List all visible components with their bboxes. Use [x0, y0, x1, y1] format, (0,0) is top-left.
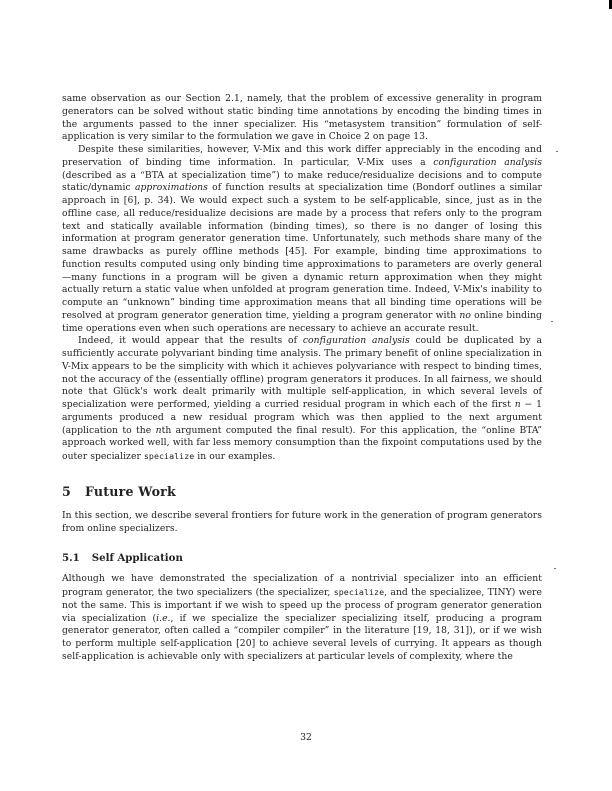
paragraph-5-text-2: , and the specializee, TINY) were not the same. This is important if we wish to speed up the process of program generator generation via specialization ( [62, 587, 542, 624]
paragraph-1: same observation as our Section 2.1, namely, that the problem of excessive generality in program generators can be solved without static binding time annotations by encoding the binding times in the arguments passed to the inner specializer. His “metasystem transition” formulation of self-application is very similar to the formulation we gave in Choice 2 on page 13. [62, 93, 542, 143]
paragraph-3-text-1: Indeed, it would appear that the results of [78, 335, 303, 347]
paragraph-2-emphasis-3: no [459, 309, 471, 321]
page-body [62, 93, 542, 664]
paragraph-3-text-2: could be duplicated by a sufficiently accurate polyvariant binding time analysis. The primary benefit of online specialization in V-Mix appears to be the simplicity with which it achieves polyvariance with respect to binding times, not the accuracy of the (essentially offline) program generators it produces. In all fairness, we should note that Glück's work dealt primarily with multiple self-application, in which several levels of specialization were performed, yielding a curried residual program in which each of the first [62, 335, 542, 410]
paragraph-3-emphasis-1: configuration analysis [302, 335, 410, 347]
section-heading [62, 484, 542, 499]
section-title: Future Work [84, 483, 176, 499]
subsection-number: 5.1 [62, 552, 80, 565]
paragraph-5-emphasis-1: i.e. [156, 612, 171, 624]
margin-dot-2 [551, 321, 553, 322]
margin-dot-3 [554, 568, 556, 569]
section-number: 5 [62, 483, 71, 499]
page-number: 32 [300, 732, 312, 743]
paragraph-2-text-2: (described as a “BTA at specialization time”) to make reduce/residualize decisions and to compute static/dynamic [62, 169, 542, 194]
paragraph-3 [62, 335, 542, 464]
paragraph-2-emphasis-1: configuration analysis [433, 156, 542, 168]
paragraph-3-emphasis-2: n [514, 399, 521, 410]
paragraph-2-emphasis-2: approximations [134, 182, 208, 194]
paragraph-3-code-1: specialize [143, 451, 195, 461]
paragraph-5-text-3: , if we specialize the specializer specializing itself, producing a program generator generator, often called a “compiler compiler” in the literature [19, 18, 31]), or if we wish to perform multiple self-application [20] to achieve several levels of currying. It appears as though self-application is achievable only with specializers at particular levels of complexity, where the [62, 612, 542, 662]
paragraph-3-text-5: in our examples. [194, 451, 276, 462]
paragraph-5-code-1: specialize [333, 587, 385, 597]
margin-dot-1 [556, 151, 558, 152]
paragraph-3-text-3: − 1 arguments produced a new residual program which was then applied to the next argument (application to the [62, 399, 543, 436]
paragraph-5-text-1: Although we have demonstrated the specialization of a nontrivial specializer into an efficient program generator, the two specializers (the specializer, [62, 573, 542, 598]
paragraph-5 [62, 573, 542, 663]
subsection-title: Self Application [91, 552, 183, 565]
paragraph-4: In this section, we describe several frontiers for future work in the generation of program generators from online specializers. [62, 509, 542, 534]
subsection-heading [62, 552, 542, 564]
paragraph-2 [62, 144, 542, 335]
paragraph-2-text-3: of function results at specialization time (Bondorf outlines a similar approach in [6], p. 34). We would expect such a system to be self-applicable, since, just as in the offline case, all reduce/residualize decisions are made by a process that refers only to the program text and statically available information (binding times), so there is no danger of losing this information at program generator generation time. Unfortunately, such methods share many of the same drawbacks as purely offline methods [45]. For example, binding time approximations to function results computed using only binding time approximations to parameters are overly general—many functions in a program will be given a dynamic return approximation when they might actually return a static value when unfolded at program generation time. Indeed, V-Mix's inability to compute an “unknown” binding time approximation means that all binding time operations will be resolved at program generator generation time, yielding a program generator with [62, 182, 542, 321]
paragraph-3-emphasis-3: n [155, 424, 162, 436]
paragraph-2-text-4: online binding time operations even when such operations are necessary to achieve an accurate result. [62, 309, 542, 334]
paragraph-2-text-1: Despite these similarities, however, V-Mix and this work differ appreciably in the encoding and preservation of binding time information. In particular, V-Mix uses a [62, 144, 542, 168]
paragraph-3-text-4: th argument computed the final result). For this application, the “online BTA” approach worked well, with far less memory consumption than the fixpoint computations used by the outer specializer [62, 424, 542, 462]
